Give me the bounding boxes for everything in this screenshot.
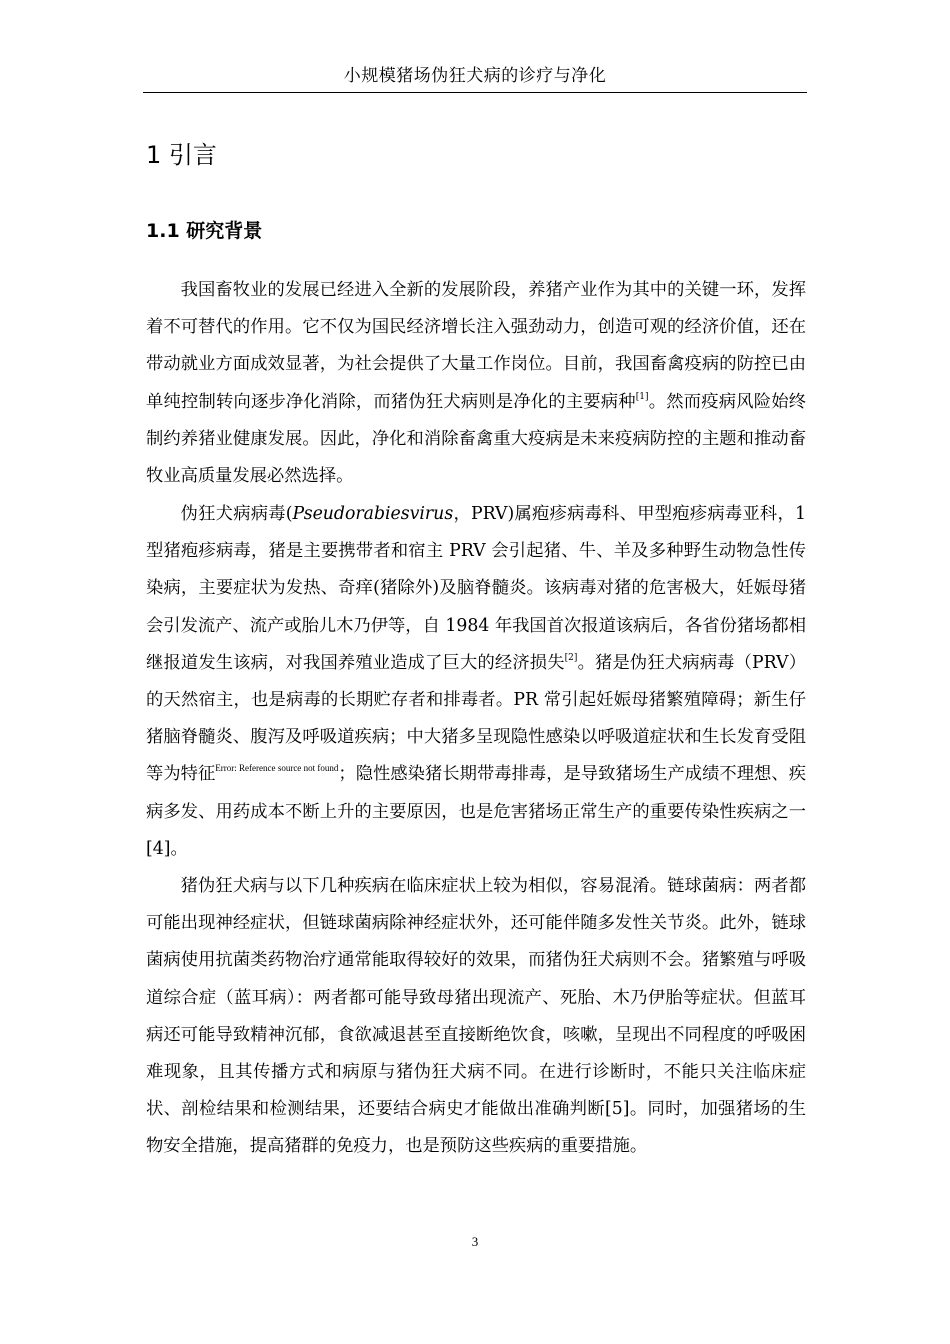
paragraph-1 xyxy=(146,272,806,495)
section-heading: 1 引言 xyxy=(146,141,217,169)
paragraph-2-text-b: ，PRV)属疱疹病毒科、甲型疱疹病毒亚科，1 型猪疱疹病毒，猪是主要携带者和宿主 PRV 会引起猪、牛、羊及多种野生动物急性传染病，主要症状为发热、奇痒(猪除外)及脑脊髓炎。该病毒对猪的危害极大，妊娠母猪会引发流产、流产或胎儿木乃伊等，自 1984 年我国首次报道该病后，各省份猪场都相继报道发生该病，对我国养殖业造成了巨大的经济损失 xyxy=(146,504,806,673)
paragraph-2-text-c: 。猪是伪狂犬病病毒（PRV）的天然宿主，也是病毒的长期贮存者和排毒者。PR 常引起妊娠母猪繁殖障碍；新生仔猪脑脊髓炎、腹泻及呼吸道疾病；中大猪多呈现隐性感染以呼吸道症状和生长发育受阻等为特征 xyxy=(146,652,806,785)
paragraph-2-text-a: 伪狂犬病病毒( xyxy=(180,504,293,524)
paragraph-2-text-d: ；隐性感染猪长期带毒排毒，是导致猪场生产成绩不理想、疾病多发、用药成本不断上升的主要原因，也是危害猪场正常生产的重要传染性疾病之一[4]。 xyxy=(146,764,806,859)
header-divider xyxy=(143,92,807,93)
paragraph-2 xyxy=(146,496,806,868)
citation-2: [2] xyxy=(564,652,578,663)
virus-latin-name: Pseudorabiesvirus xyxy=(292,504,454,524)
paragraph-3-text: 猪伪狂犬病与以下几种疾病在临床症状上较为相似，容易混淆。链球菌病：两者都可能出现神经症状，但链球菌病除神经症状外，还可能伴随多发性关节炎。此外，链球菌病使用抗菌类药物治疗通常能取得较好的效果，而猪伪狂犬病则不会。猪繁殖与呼吸道综合症（蓝耳病）：两者都可能导致母猪出现流产、死胎、木乃伊胎等症状。但蓝耳病还可能导致精神沉郁，食欲减退甚至直接断绝饮食，咳嗽，呈现出不同程度的呼吸困难现象，且其传播方式和病原与猪伪狂犬病不同。在进行诊断时，不能只关注临床症状、剖检结果和检测结果，还要结合病史才能做出准确判断[5]。同时，加强猪场的生物安全措施，提高猪群的免疫力，也是预防这些疾病的重要措施。 xyxy=(146,876,806,1157)
paragraph-3 xyxy=(146,868,806,1166)
subsection-heading: 1.1 研究背景 xyxy=(146,220,263,242)
page-number: 3 xyxy=(471,1234,479,1249)
paragraph-1-text-b: 。然而疫病风险始终制约养猪业健康发展。因此，净化和消除畜禽重大疫病是未来疫病防控的主题和推动畜牧业高质量发展必然选择。 xyxy=(146,391,806,487)
citation-error: Error: Reference source not found xyxy=(215,763,339,774)
paragraph-1-text-a: 我国畜牧业的发展已经进入全新的发展阶段，养猪产业作为其中的关键一环，发挥着不可替代的作用。它不仅为国民经济增长注入强劲动力，创造可观的经济价值，还在带动就业方面成效显著，为社会提供了大量工作岗位。目前，我国畜禽疫病的防控已由单纯控制转向逐步净化消除，而猪伪狂犬病则是净化的主要病种 xyxy=(146,280,806,412)
citation-1: [1] xyxy=(635,391,649,402)
running-header-title: 小规模猪场伪狂犬病的诊疗与净化 xyxy=(343,66,607,86)
